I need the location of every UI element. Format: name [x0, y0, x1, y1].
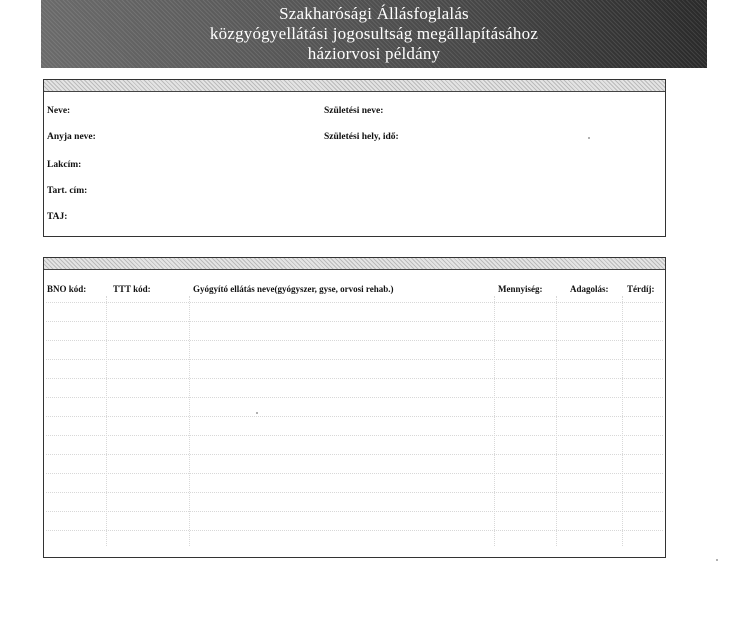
birth-place-date-label: Születési hely, idő:	[324, 132, 399, 142]
form-title-banner	[41, 0, 707, 68]
personal-data-section	[43, 79, 666, 237]
grid-row-line	[46, 416, 663, 417]
grid-column-line	[189, 296, 190, 546]
column-header-bno: BNO kód:	[47, 284, 87, 294]
grid-row-line	[46, 397, 663, 398]
form-title-line-2: közgyógyellátási jogosultság megállapításához	[209, 24, 539, 43]
personal-section-header-bar	[44, 80, 665, 92]
treatment-table-section	[43, 257, 666, 558]
column-header-dosage: Adagolás:	[570, 284, 609, 294]
grid-column-line	[494, 296, 495, 546]
grid-row-line	[46, 511, 663, 512]
birth-name-label: Születési neve:	[324, 106, 384, 116]
mother-name-label: Anyja neve:	[47, 132, 96, 142]
grid-row-line	[46, 340, 663, 341]
grid-row-line	[46, 359, 663, 360]
grid-row-line	[46, 321, 663, 322]
column-header-quantity: Mennyiség:	[498, 284, 543, 294]
column-header-ttt: TTT kód:	[113, 284, 151, 294]
name-label: Neve:	[47, 106, 71, 116]
treatment-section-header-bar	[44, 258, 665, 270]
grid-row-line	[46, 378, 663, 379]
grid-row-line	[46, 473, 663, 474]
column-header-fee: Térdíj:	[627, 284, 655, 294]
grid-row-line	[46, 302, 663, 303]
grid-column-line	[106, 296, 107, 546]
grid-column-line	[622, 296, 623, 546]
form-title-line-3: háziorvosi példány	[307, 44, 441, 63]
scan-speckle	[588, 137, 590, 139]
taj-label: TAJ:	[47, 212, 68, 222]
grid-row-line	[46, 454, 663, 455]
grid-column-line	[556, 296, 557, 546]
scan-speckle	[256, 412, 258, 414]
grid-row-line	[46, 435, 663, 436]
scan-speckle	[716, 559, 718, 561]
form-title-line-1: Szakharósági Állásfoglalás	[279, 4, 469, 23]
column-header-treatment-name: Gyógyító ellátás neve(gyógyszer, gyse, orvosi rehab.)	[193, 284, 394, 294]
grid-row-line	[46, 530, 663, 531]
treatment-entry-grid	[44, 296, 665, 554]
address-label: Lakcím:	[47, 160, 82, 170]
grid-row-line	[46, 492, 663, 493]
temp-address-label: Tart. cím:	[47, 186, 88, 196]
